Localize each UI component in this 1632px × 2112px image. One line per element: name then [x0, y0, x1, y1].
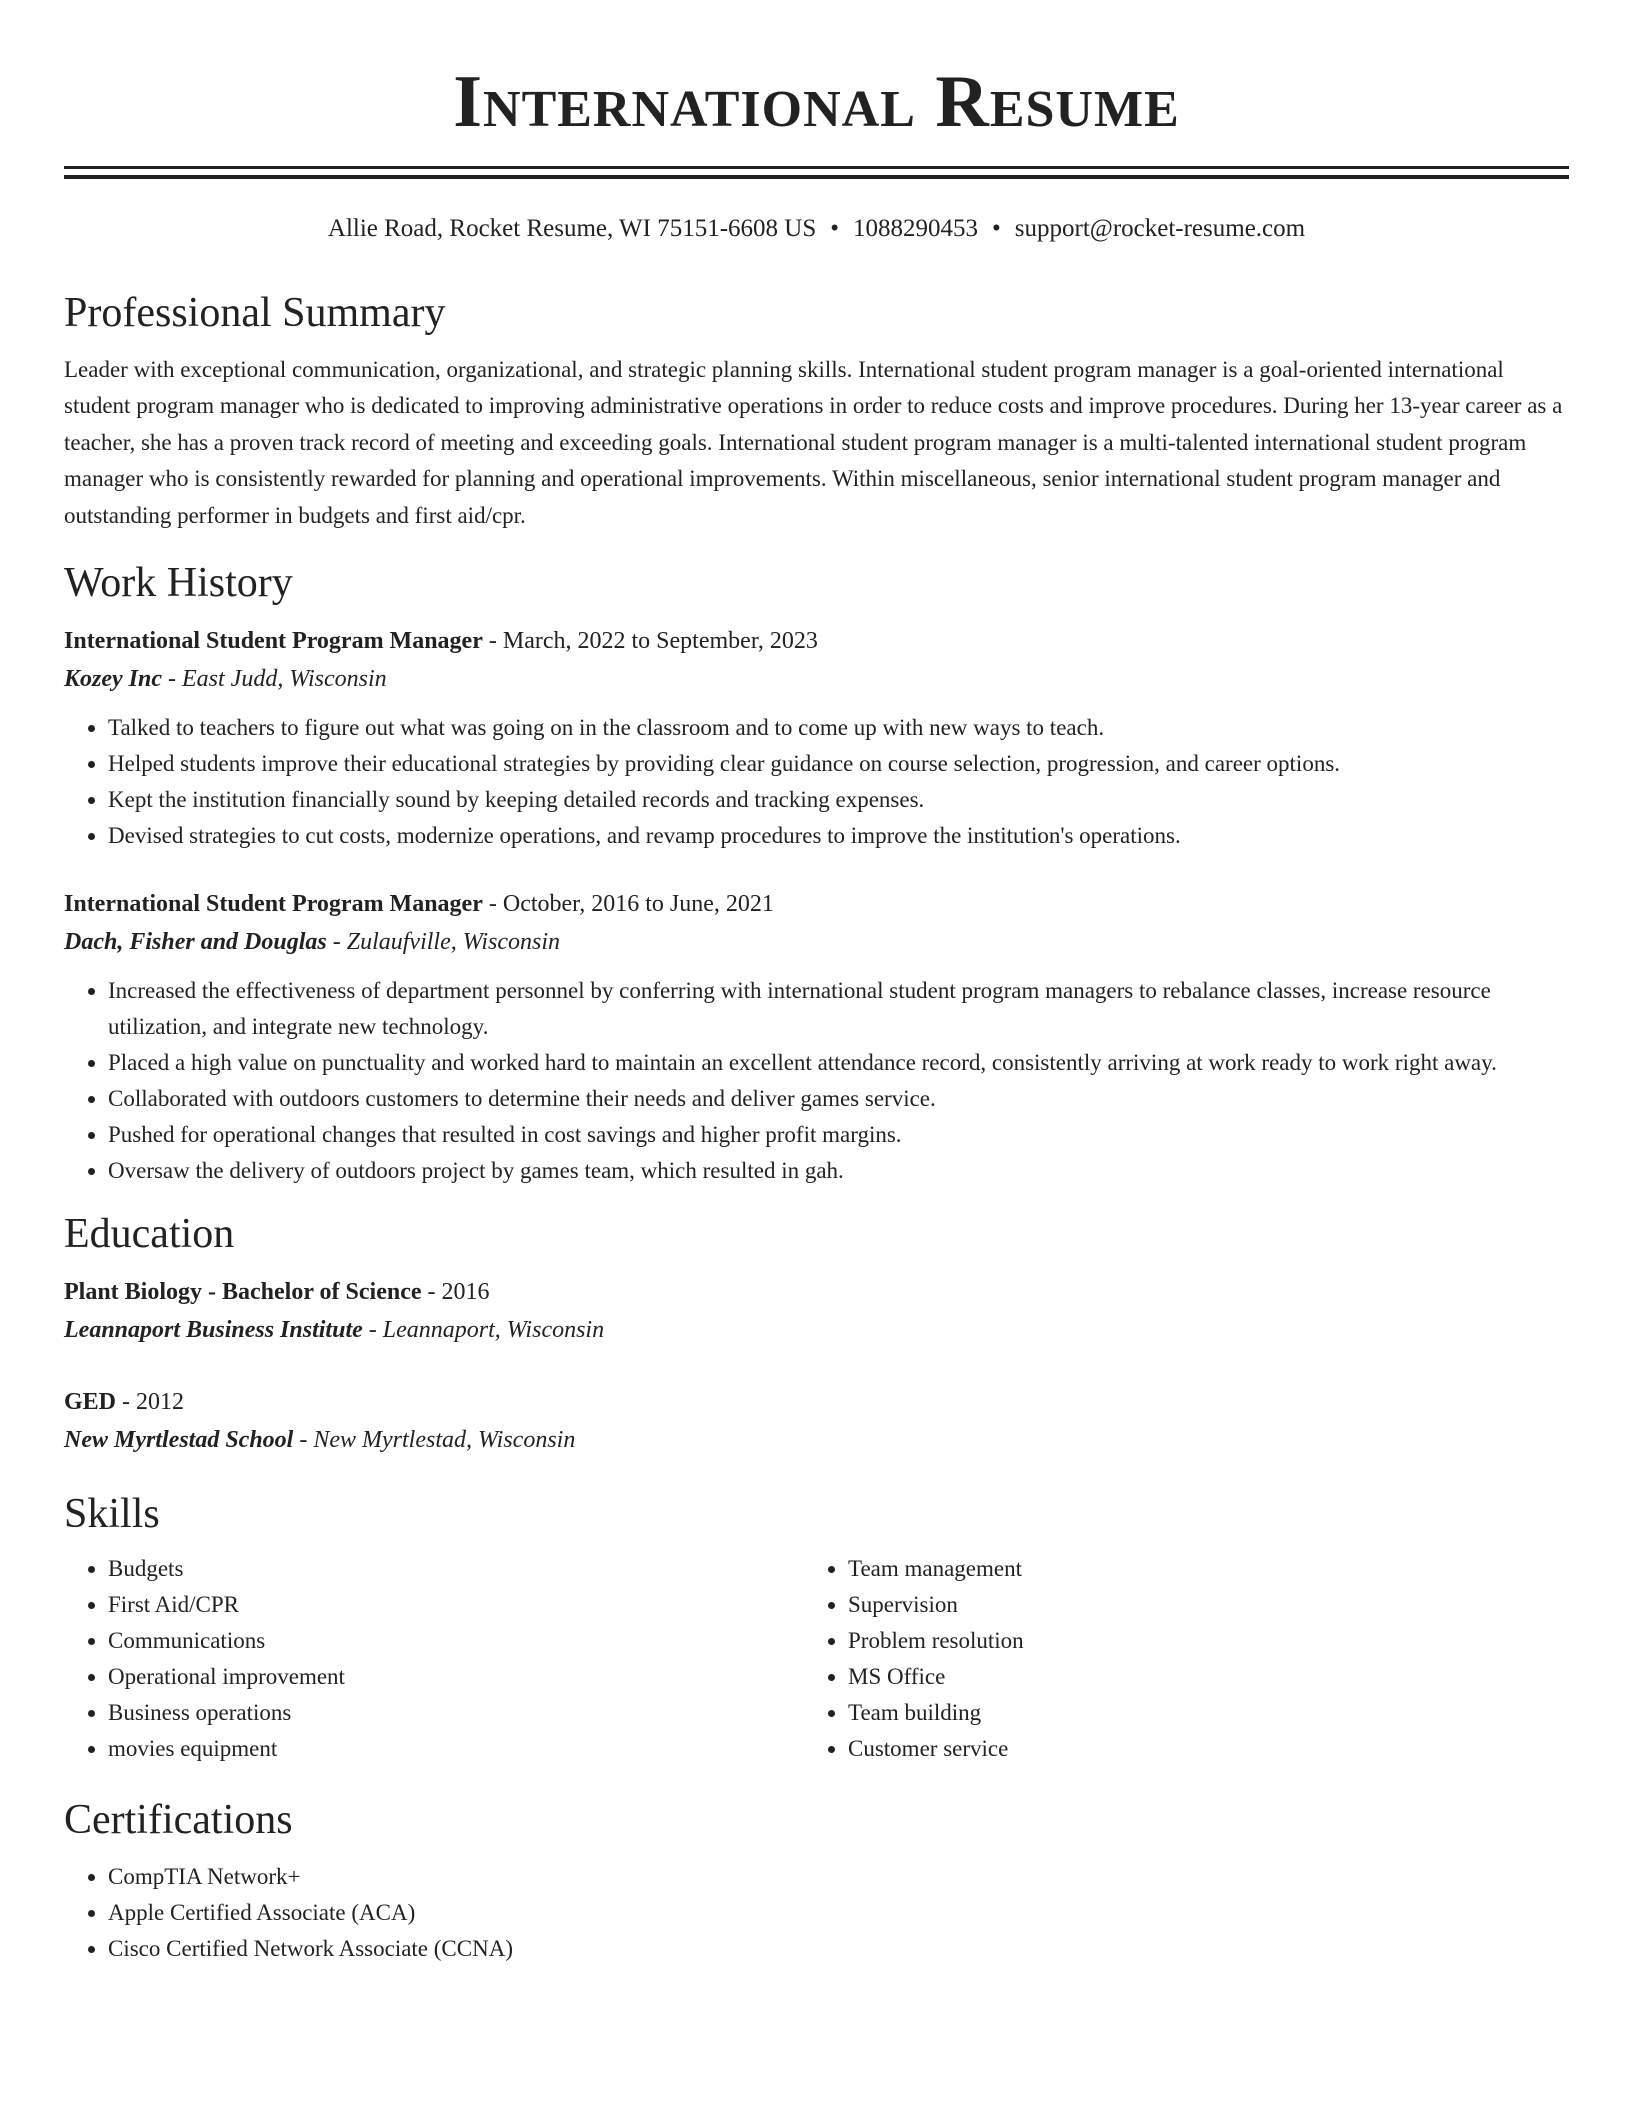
title-rule-bottom [64, 175, 1569, 179]
contact-separator: • [992, 215, 1001, 242]
skill-item: • Team building [848, 1695, 1548, 1731]
education-school: New Myrtlestad School [64, 1427, 294, 1454]
education-degree-line [64, 1273, 1569, 1311]
skill-item: • movies equipment [108, 1731, 808, 1767]
education-degree: GED [64, 1389, 117, 1416]
section-heading-skills: Skills [64, 1491, 160, 1538]
education-entry [64, 1383, 1569, 1459]
skill-item: • MS Office [848, 1659, 1548, 1695]
skills-list-left [64, 1551, 808, 1767]
education-year: - 2012 [116, 1389, 185, 1416]
certification-item: • Apple Certified Associate (ACA) [108, 1895, 1569, 1931]
job-bullet: • Talked to teachers to figure out what was going on in the classroom and to come up with new ways to teach. [108, 710, 1569, 746]
job-company: Kozey Inc [64, 666, 162, 693]
certification-item: • Cisco Certified Network Associate (CCNA) [108, 1931, 1569, 1967]
job-bullets [64, 710, 1569, 854]
job-company-line [64, 923, 1569, 961]
resume-page [64, 0, 1569, 1967]
skill-item: • First Aid/CPR [108, 1587, 808, 1623]
job-bullet: • Devised strategies to cut costs, modernize operations, and revamp procedures to improve the institution's operations. [108, 818, 1569, 854]
skill-item: • Customer service [848, 1731, 1548, 1767]
education-degree-line [64, 1383, 1569, 1421]
section-heading-certifications: Certifications [64, 1797, 293, 1844]
section-heading-work: Work History [64, 560, 293, 607]
certification-item: • CompTIA Network+ [108, 1859, 1569, 1895]
resume-title: International Resume [453, 61, 1180, 143]
contact-phone: 1088290453 [853, 215, 979, 242]
job-entry [64, 885, 1569, 1189]
contact-address: Allie Road, Rocket Resume, WI 75151-6608 US [327, 215, 817, 242]
skill-item: • Operational improvement [108, 1659, 808, 1695]
education-school-line [64, 1311, 1569, 1349]
job-bullet: • Kept the institution financially sound by keeping detailed records and tracking expenses. [108, 782, 1569, 818]
section-heading-summary: Professional Summary [64, 290, 446, 336]
job-company: Dach, Fisher and Douglas [64, 929, 327, 956]
skill-item: • Business operations [108, 1695, 808, 1731]
education-school: Leannaport Business Institute [64, 1317, 363, 1344]
title-rule-top [64, 166, 1569, 169]
job-location: - Zulaufville, Wisconsin [326, 929, 561, 956]
job-bullet: • Helped students improve their educational strategies by providing clear guidance on course selection, progression, and career options. [108, 746, 1569, 782]
job-title-line [64, 885, 1569, 923]
education-year: - 2016 [421, 1279, 490, 1306]
skills-list-right [808, 1551, 1548, 1767]
education-location: - New Myrtlestad, Wisconsin [293, 1427, 576, 1454]
job-bullet: • Placed a high value on punctuality and worked hard to maintain an excellent attendance record, consistently arriving at work ready to work right away. [108, 1045, 1569, 1081]
contact-line [64, 213, 1569, 245]
section-heading-education: Education [64, 1211, 235, 1258]
job-bullet: • Oversaw the delivery of outdoors project by games team, which resulted in gah. [108, 1153, 1569, 1189]
skill-item: • Problem resolution [848, 1623, 1548, 1659]
education-school-line [64, 1421, 1569, 1459]
job-title: International Student Program Manager [64, 628, 483, 655]
job-location: - East Judd, Wisconsin [162, 666, 387, 693]
education-degree: Plant Biology - Bachelor of Science [64, 1279, 422, 1306]
contact-email: support@rocket-resume.com [1014, 215, 1306, 242]
job-entry [64, 622, 1569, 854]
education-entry [64, 1273, 1569, 1349]
certifications-list [64, 1859, 1569, 1967]
job-dates: - March, 2022 to September, 2023 [482, 628, 818, 655]
contact-separator: • [830, 215, 840, 242]
job-dates: - October, 2016 to June, 2021 [482, 891, 774, 918]
job-bullet: • Increased the effectiveness of department personnel by conferring with international student program managers to rebalance classes, increase resource utilization, and integrate new technology. [108, 973, 1569, 1045]
education-location: - Leannaport, Wisconsin [362, 1317, 605, 1344]
job-bullet: • Pushed for operational changes that resulted in cost savings and higher profit margins. [108, 1117, 1569, 1153]
job-bullet: • Collaborated with outdoors customers to determine their needs and deliver games service. [108, 1081, 1569, 1117]
job-company-line [64, 660, 1569, 698]
skills-columns [64, 1551, 1569, 1767]
job-title: International Student Program Manager [64, 891, 483, 918]
skill-item: • Team management [848, 1551, 1548, 1587]
skill-item: • Supervision [848, 1587, 1548, 1623]
job-title-line [64, 622, 1569, 660]
skill-item: • Communications [108, 1623, 808, 1659]
summary-text: Leader with exceptional communication, organizational, and strategic planning skills. International student program manager is a goal-oriented international student program manager who is dedicated to improving administrative operations in order to reduce costs and improve procedures. During her 13-year career as a teacher, she has a proven track record of meeting and exceeding goals. International student program manager is a multi-talented international student program manager who is consistently rewarded for planning and operational improvements. Within miscellaneous, senior international student program manager and outstanding performer in budgets and first aid/cpr. [64, 357, 1563, 528]
skill-item: • Budgets [108, 1551, 808, 1587]
job-bullets [64, 973, 1569, 1189]
